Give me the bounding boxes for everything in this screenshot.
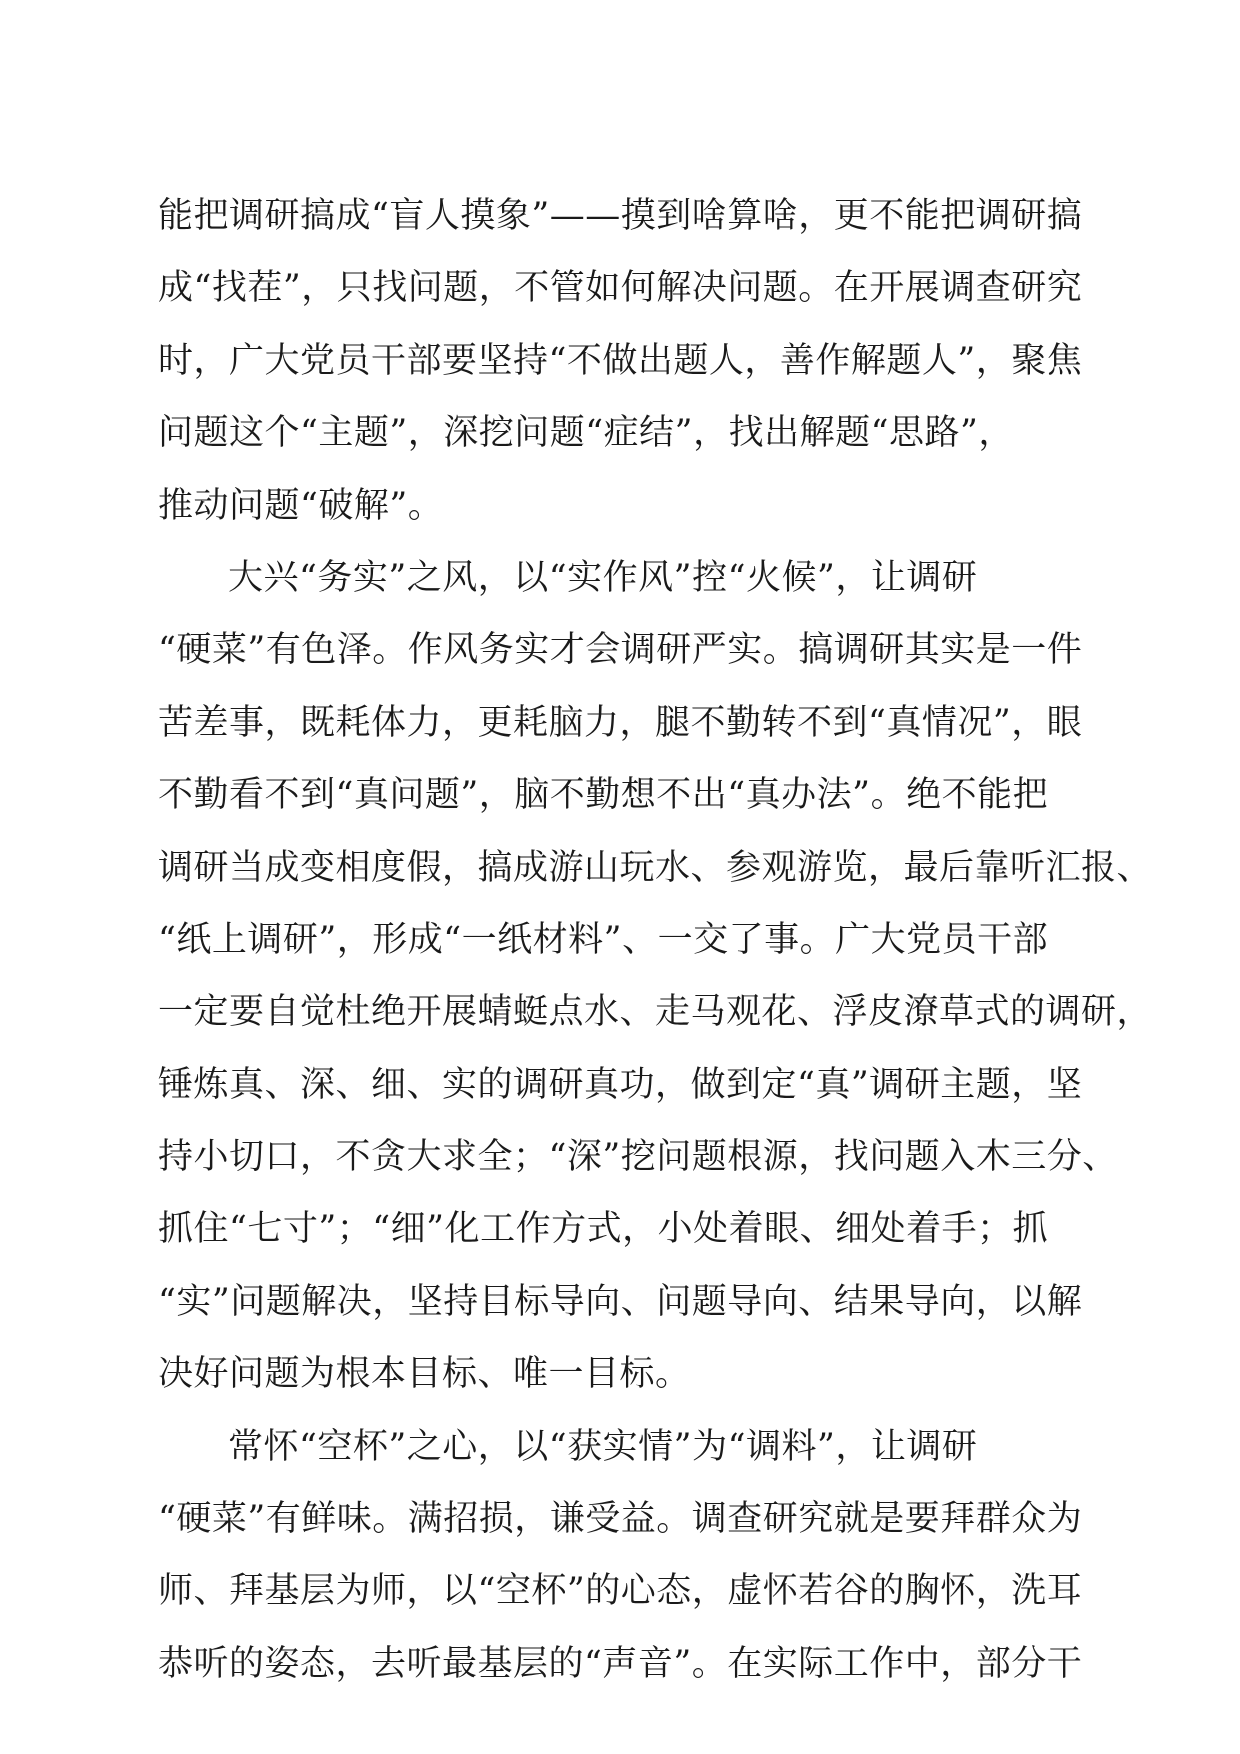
text-line: 一定要自觉杜绝开展蜻蜓点水、走马观花、浮皮潦草式的调研， <box>158 992 1153 1033</box>
text-line: 锤炼真、深、细、实的调研真功，做到定“真”调研主题，坚 <box>158 1064 1083 1105</box>
text-line: 恭听的姿态，去听最基层的“声音”。在实际工作中，部分干 <box>158 1643 1083 1684</box>
text-line: 时，广大党员干部要坚持“不做出题人，善作解题人”，聚焦 <box>158 340 1083 381</box>
text-line: 持小切口，不贪大求全；“深”挖问题根源，找问题入木三分、 <box>158 1137 1118 1178</box>
paragraph-2 <box>158 542 1153 1411</box>
text-line: 成“找茬”，只找问题，不管如何解决问题。在开展调查研究 <box>158 268 1083 309</box>
text-line: “纸上调研”，形成“一纸材料”、一交了事。广大党员干部 <box>158 919 1049 960</box>
text-line: 问题这个“主题”，深挖问题“症结”，找出解题“思路”， <box>158 413 1014 454</box>
paragraph-1 <box>158 180 1088 542</box>
text-line: “硬菜”有鲜味。满招损，谦受益。调查研究就是要拜群众为 <box>158 1499 1083 1540</box>
text-line: “硬菜”有色泽。作风务实才会调研严实。搞调研其实是一件 <box>158 630 1083 671</box>
text-line: 不勤看不到“真问题”，脑不勤想不出“真办法”。绝不能把 <box>158 775 1049 816</box>
text-line: 抓住“七寸”；“细”化工作方式，小处着眼、细处着手；抓 <box>158 1209 1049 1250</box>
text-line: 常怀“空杯”之心，以“获实情”为“调料”，让调研 <box>228 1426 978 1467</box>
text-line: 调研当成变相度假，搞成游山玩水、参观游览，最后靠听汇报、 <box>158 847 1153 888</box>
text-line: 师、拜基层为师，以“空杯”的心态，虚怀若谷的胸怀，洗耳 <box>158 1571 1083 1612</box>
paragraph-3 <box>158 1411 1088 1701</box>
text-line: “实”问题解决，坚持目标导向、问题导向、结果导向，以解 <box>158 1281 1083 1322</box>
text-line: 苦差事，既耗体力，更耗脑力，腿不勤转不到“真情况”，眼 <box>158 702 1083 743</box>
text-line: 决好问题为根本目标、唯一目标。 <box>158 1354 691 1395</box>
text-line: 大兴“务实”之风，以“实作风”控“火候”，让调研 <box>228 557 978 598</box>
document-body <box>158 180 1153 1700</box>
text-line: 推动问题“破解”。 <box>158 485 444 526</box>
text-line: 能把调研搞成“盲人摸象”——摸到啥算啥，更不能把调研搞 <box>158 196 1083 236</box>
